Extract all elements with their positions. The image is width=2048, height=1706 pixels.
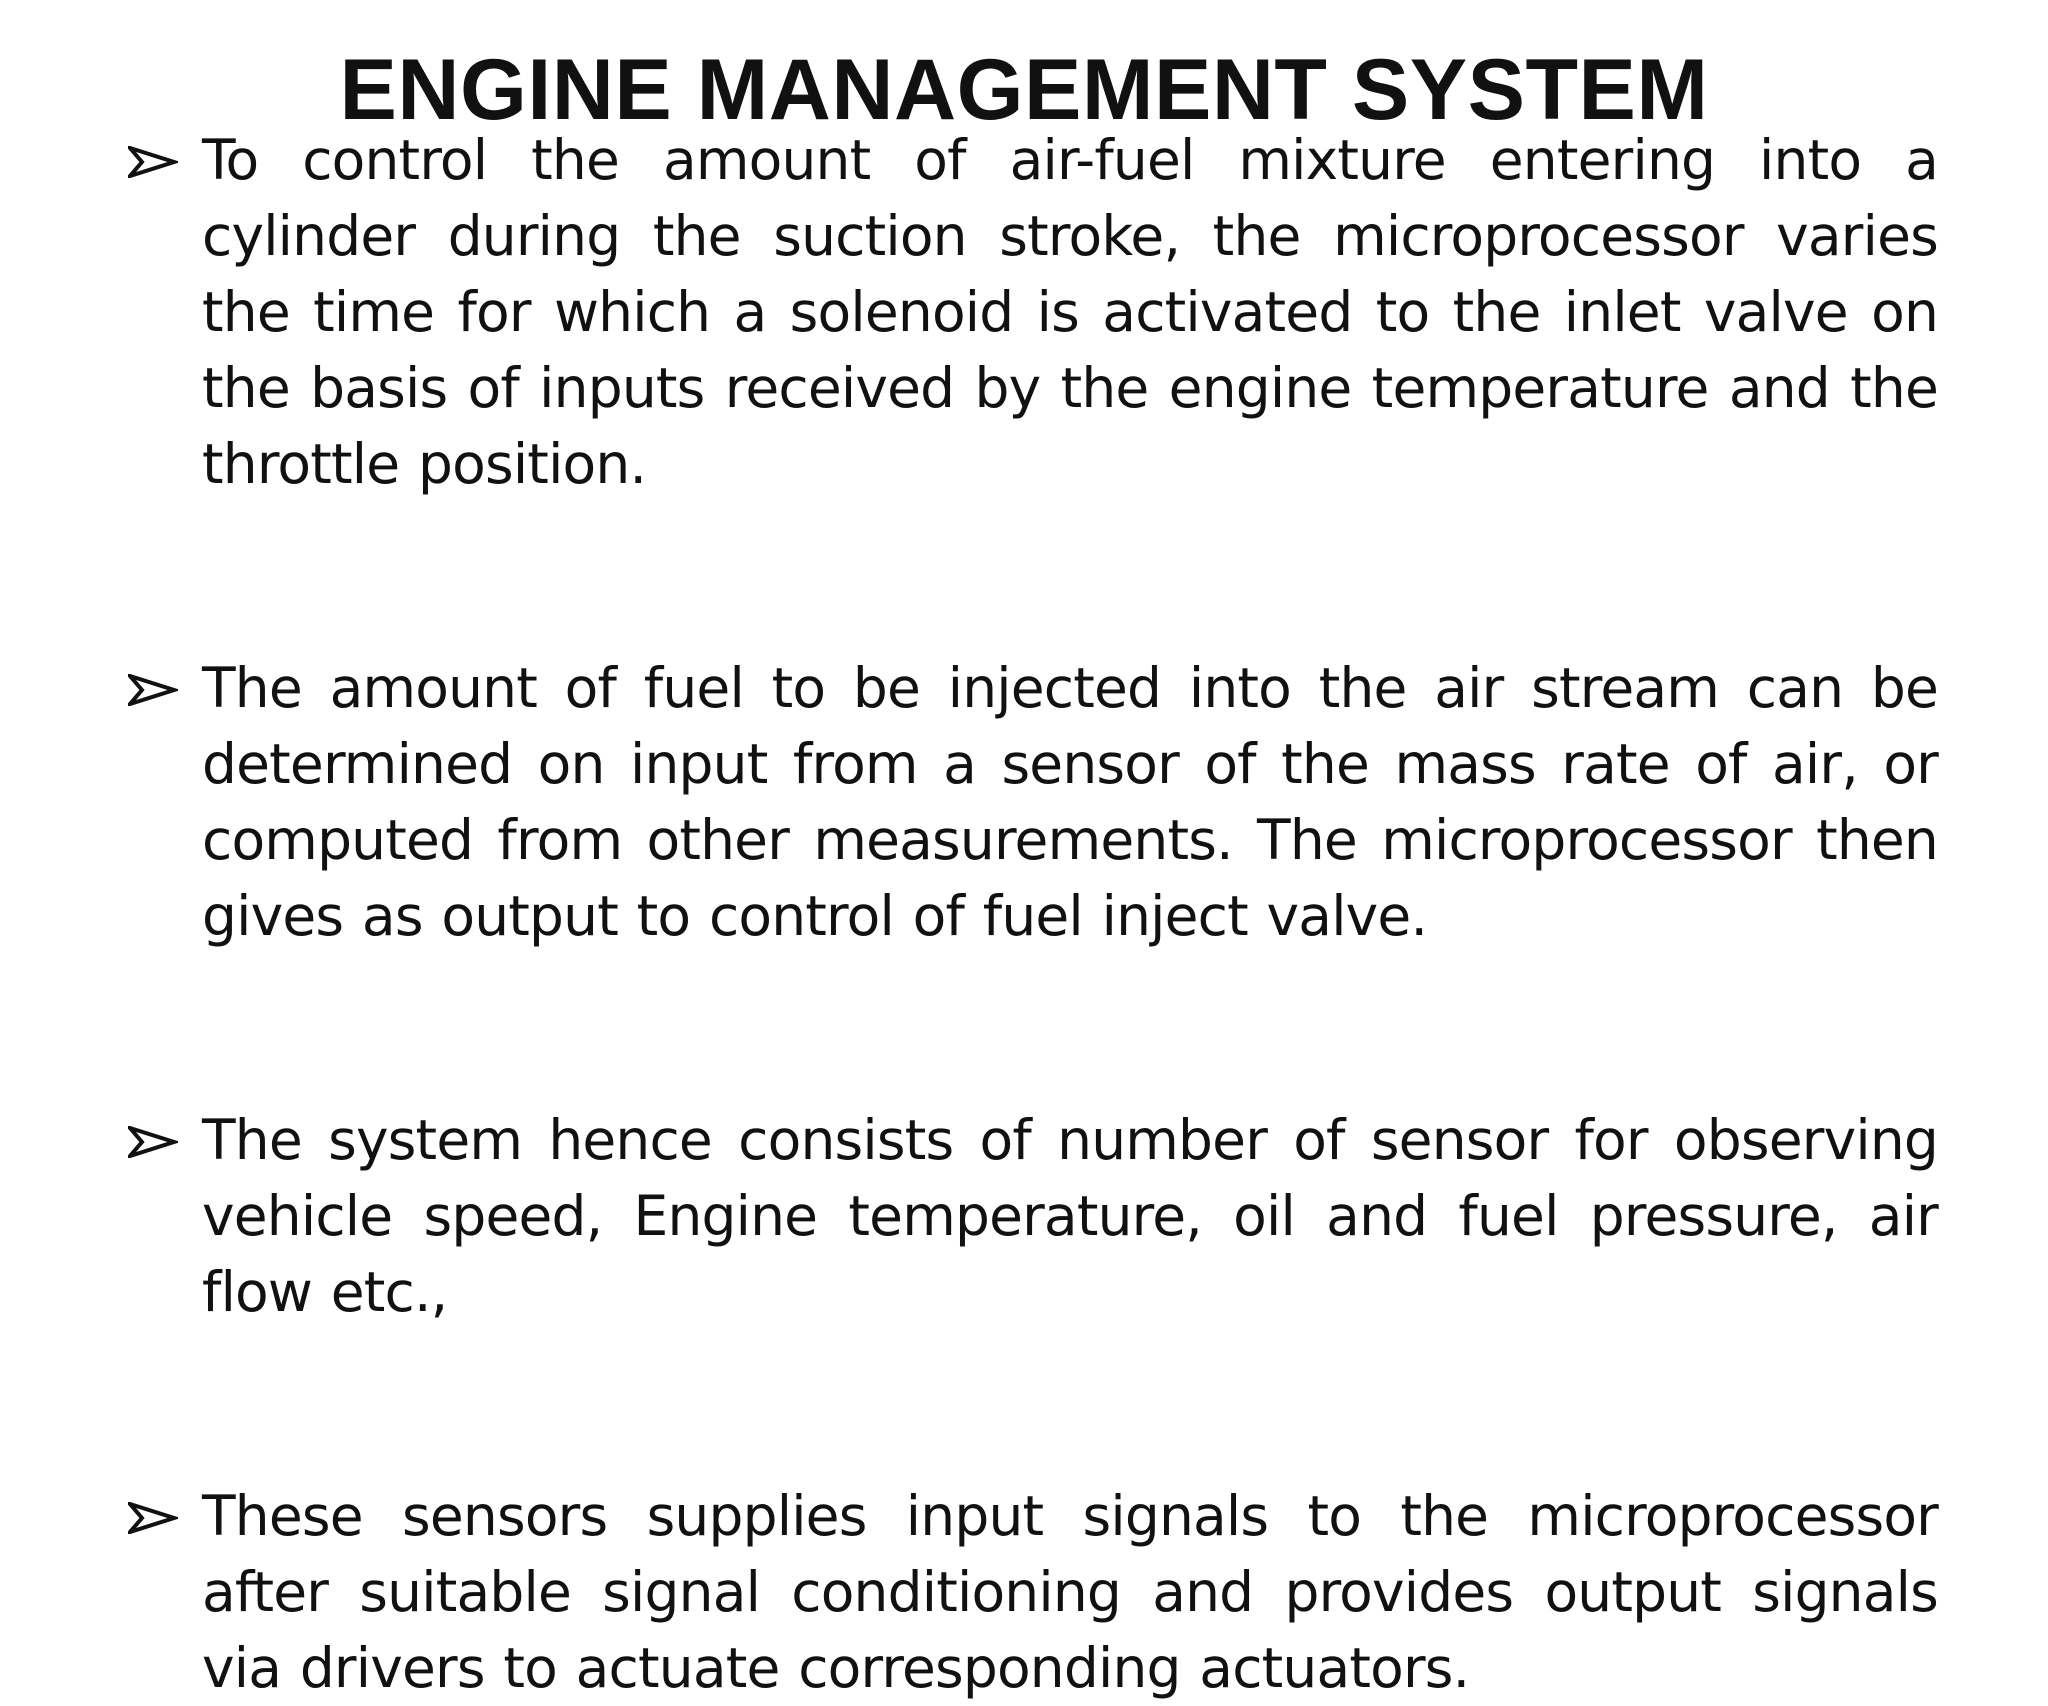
bullet-text: The system hence consists of number of sensor for observing vehicle speed, Engine temperature, oil and fuel pressure, air flow etc., xyxy=(202,1108,1938,1324)
bullet-item xyxy=(128,650,1938,954)
arrow-bullet-icon xyxy=(128,146,178,178)
bullet-item xyxy=(128,1478,1938,1706)
bullet-item xyxy=(128,1102,1938,1330)
bullet-list xyxy=(128,122,1938,1706)
bullet-item xyxy=(128,122,1938,502)
bullet-text: The amount of fuel to be injected into the air stream can be determined on input from a sensor of the mass rate of air, or computed from other measurements. The microprocessor then gives as output to control of fuel inject valve. xyxy=(202,656,1938,948)
arrow-bullet-icon xyxy=(128,1502,178,1534)
bullet-text: To control the amount of air-fuel mixture entering into a cylinder during the suction stroke, the microprocessor varies the time for which a solenoid is activated to the inlet valve on the basis of inputs received by the engine temperature and the throttle position. xyxy=(202,128,1938,496)
arrow-bullet-icon xyxy=(128,674,178,706)
bullet-text: These sensors supplies input signals to the microprocessor after suitable signal conditioning and provides output signals via drivers to actuate corresponding actuators. xyxy=(202,1484,1938,1700)
slide-title: ENGINE MANAGEMENT SYSTEM xyxy=(339,42,1709,138)
arrow-bullet-icon xyxy=(128,1126,178,1158)
